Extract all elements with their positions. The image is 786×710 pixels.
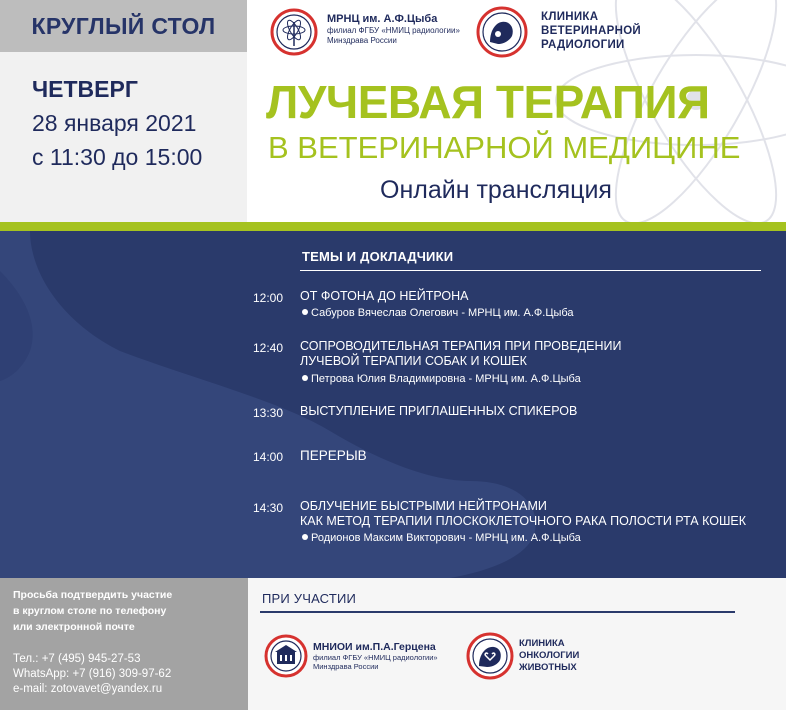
- sub-title: В ВЕТЕРИНАРНОЙ МЕДИЦИНЕ: [268, 130, 741, 165]
- vet-radiology-clinic-text: [541, 10, 641, 52]
- header-area: [0, 0, 786, 222]
- speaker-name: Родионов Максим Викторович - МРНЦ им. А.Ф.Цыба: [311, 532, 581, 544]
- item-title-line: СОПРОВОДИТЕЛЬНАЯ ТЕРАПИЯ ПРИ ПРОВЕДЕНИИ: [300, 339, 622, 353]
- animal-oncology-clinic-logo-icon: [466, 632, 514, 680]
- event-type-label: КРУГЛЫЙ СТОЛ: [0, 0, 247, 52]
- item-title-line: ВЫСТУПЛЕНИЕ ПРИГЛАШЕННЫХ СПИКЕРОВ: [300, 404, 578, 418]
- confirm-line: или электронной почте: [13, 621, 135, 633]
- event-date-block: [32, 72, 202, 174]
- mnioi-ministry: Минздрава России: [313, 662, 379, 671]
- item-time: 14:30: [253, 501, 284, 515]
- animal-oncology-clinic-text: [519, 638, 579, 674]
- item-title: [300, 339, 621, 369]
- phone-number[interactable]: Тел.: +7 (495) 945-27-53: [13, 653, 141, 665]
- mrnc-affiliation: филиал ФГБУ «НМИЦ радиологии»: [327, 26, 460, 35]
- item-title-line: ОБЛУЧЕНИЕ БЫСТРЫМИ НЕЙТРОНАМИ: [300, 499, 547, 513]
- contact-panel: [0, 578, 248, 710]
- program-heading: ТЕМЫ И ДОКЛАДЧИКИ: [302, 249, 454, 264]
- item-speaker: [302, 307, 574, 319]
- item-speaker: [302, 532, 581, 544]
- participation-panel: [248, 578, 786, 710]
- item-title: [300, 404, 577, 419]
- speaker-name: Петрова Юлия Владимировна - МРНЦ им. А.Ф.Цыба: [311, 373, 581, 385]
- green-divider: [0, 222, 786, 231]
- confirm-line: Просьба подтвердить участие: [13, 589, 173, 601]
- bullet-icon: [302, 375, 308, 381]
- oncology-line-3: ЖИВОТНЫХ: [519, 662, 577, 673]
- event-time: с 11:30 до 15:00: [32, 144, 203, 170]
- item-title: [300, 499, 746, 529]
- mnioi-logo-text: [313, 641, 438, 671]
- mnioi-logo-icon: [264, 634, 308, 678]
- program-panel: [0, 231, 786, 578]
- email-address[interactable]: e-mail: zotovavet@yandex.ru: [13, 683, 163, 695]
- item-speaker: [302, 373, 581, 385]
- item-title-line: ЛУЧЕВОЙ ТЕРАПИИ СОБАК И КОШЕК: [300, 354, 527, 368]
- bullet-icon: [302, 534, 308, 540]
- contact-details: [13, 652, 171, 697]
- mrnc-logo-text: [327, 13, 460, 46]
- item-title-line: ОТ ФОТОНА ДО НЕЙТРОНА: [300, 289, 469, 303]
- item-title-line: КАК МЕТОД ТЕРАПИИ ПЛОСКОКЛЕТОЧНОГО РАКА ПОЛОСТИ РТА КОШЕК: [300, 514, 747, 528]
- participation-label: ПРИ УЧАСТИИ: [262, 591, 357, 606]
- confirm-request: [13, 587, 172, 635]
- mnioi-affiliation: филиал ФГБУ «НМИЦ радиологии»: [313, 653, 438, 662]
- oncology-line-1: КЛИНИКА: [519, 638, 565, 649]
- main-title: ЛУЧЕВАЯ ТЕРАПИЯ: [266, 76, 710, 128]
- clinic-line-3: РАДИОЛОГИИ: [541, 39, 625, 51]
- event-info-panel: [0, 0, 247, 222]
- event-date: 28 января 2021: [32, 110, 197, 136]
- speaker-name: Сабуров Вячеслав Олегович - МРНЦ им. А.Ф.Цыба: [311, 307, 574, 319]
- item-title: [300, 289, 469, 304]
- mrnc-ministry: Минздрава России: [327, 36, 397, 45]
- item-title: [300, 448, 367, 463]
- mrnc-name: МРНЦ им. А.Ф.Цыба: [327, 13, 438, 25]
- item-time: 12:00: [253, 291, 284, 305]
- program-heading-rule: [300, 270, 761, 271]
- mrnc-logo-icon: [270, 8, 318, 56]
- item-time: 12:40: [253, 341, 284, 355]
- online-broadcast-label: Онлайн трансляция: [380, 176, 612, 204]
- whatsapp-number[interactable]: WhatsApp: +7 (916) 309-97-62: [13, 668, 172, 680]
- item-time: 13:30: [253, 406, 284, 420]
- bullet-icon: [302, 309, 308, 315]
- clinic-line-1: КЛИНИКА: [541, 11, 599, 23]
- event-day: ЧЕТВЕРГ: [32, 76, 138, 102]
- participation-rule: [260, 611, 735, 613]
- item-time: 14:00: [253, 450, 284, 464]
- confirm-line: в круглом столе по телефону: [13, 605, 167, 617]
- vet-radiology-clinic-logo-icon: [476, 6, 528, 58]
- oncology-line-2: ОНКОЛОГИИ: [519, 650, 580, 661]
- clinic-line-2: ВЕТЕРИНАРНОЙ: [541, 25, 642, 37]
- item-title-line: ПЕРЕРЫВ: [300, 448, 367, 463]
- mnioi-name: МНИОИ им.П.А.Герцена: [313, 641, 436, 653]
